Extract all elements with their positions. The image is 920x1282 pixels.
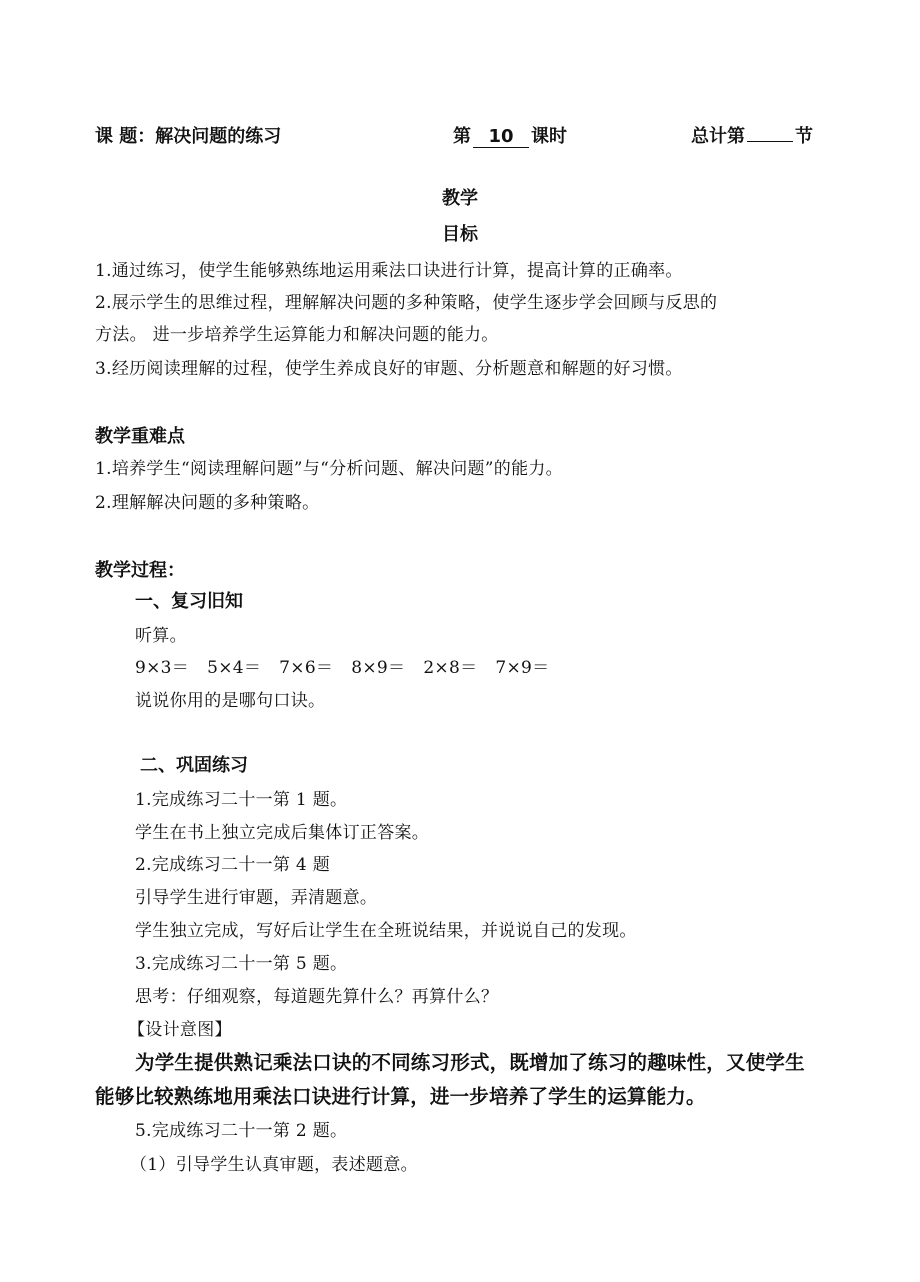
practice-line: 学生独立完成，写好后让学生在全班说结果，并说说自己的发现。 xyxy=(135,921,637,941)
practice-line: 5.完成练习二十一第 2 题。 xyxy=(135,1121,348,1141)
calc-list xyxy=(135,653,567,678)
practice-line: 2.完成练习二十一第 4 题 xyxy=(135,855,331,875)
calc-item: 8×9＝ xyxy=(351,658,406,678)
practice-line: 学生在书上独立完成后集体订正答案。 xyxy=(135,823,430,843)
key-point-item: 1.培养学生“阅读理解问题”与“分析问题、解决问题”的能力。 xyxy=(95,459,563,479)
total-suffix: 节 xyxy=(795,126,813,147)
objective-item: 方法。 进一步培养学生运算能力和解决问题的能力。 xyxy=(95,325,499,345)
total-count-field xyxy=(691,122,813,148)
section2-heading: 二、巩固练习 xyxy=(140,755,248,776)
calc-item: 7×6＝ xyxy=(279,658,334,678)
total-prefix: 总计第 xyxy=(691,126,745,147)
practice-line: 思考：仔细观察，每道题先算什么？再算什么？ xyxy=(135,987,499,1007)
practice-line: 3.完成练习二十一第 5 题。 xyxy=(135,954,348,974)
design-intent-label: 【设计意图】 xyxy=(128,1020,232,1040)
process-heading: 教学过程： xyxy=(95,560,185,581)
lesson-number: 10 xyxy=(473,127,529,148)
calc-item: 7×9＝ xyxy=(495,658,550,678)
practice-line: 1.完成练习二十一第 1 题。 xyxy=(135,790,348,810)
calc-item: 9×3＝ xyxy=(135,658,190,678)
design-intent-text: 能够比较熟练地用乘法口诀进行计算，进一步培养了学生的运算能力。 xyxy=(95,1085,706,1108)
objective-item: 1.通过练习，使学生能够熟练地运用乘法口诀进行计算，提高计算的正确率。 xyxy=(95,261,683,281)
lesson-number-field xyxy=(453,122,567,148)
key-points-heading: 教学重难点 xyxy=(95,426,185,447)
design-intent-text: 为学生提供熟记乘法口诀的不同练习形式，既增加了练习的趣味性，又使学生 xyxy=(135,1051,805,1074)
listen-instruction: 听算。 xyxy=(135,626,187,646)
practice-line: 引导学生进行审题，弄清题意。 xyxy=(135,888,378,908)
lesson-prefix: 第 xyxy=(453,126,471,147)
objectives-heading-line1: 教学 xyxy=(442,188,478,209)
section1-heading: 一、复习旧知 xyxy=(135,591,243,612)
objectives-heading-line2: 目标 xyxy=(442,224,478,245)
objective-item: 2.展示学生的思维过程，理解解决问题的多种策略，使学生逐步学会回顾与反思的 xyxy=(95,293,718,313)
calc-item: 5×4＝ xyxy=(207,658,262,678)
lesson-suffix: 课时 xyxy=(531,126,567,147)
total-number xyxy=(747,141,793,142)
objective-item: 3.经历阅读理解的过程，使学生养成良好的审题、分析题意和解题的好习惯。 xyxy=(95,359,683,379)
key-point-item: 2.理解解决问题的多种策略。 xyxy=(95,493,320,513)
calc-item: 2×8＝ xyxy=(423,658,478,678)
lesson-header xyxy=(95,122,825,150)
say-instruction: 说说你用的是哪句口诀。 xyxy=(135,691,326,711)
practice-line: （1）引导学生认真审题，表述题意。 xyxy=(130,1155,418,1175)
lesson-title: 课 题：解决问题的练习 xyxy=(95,126,282,147)
